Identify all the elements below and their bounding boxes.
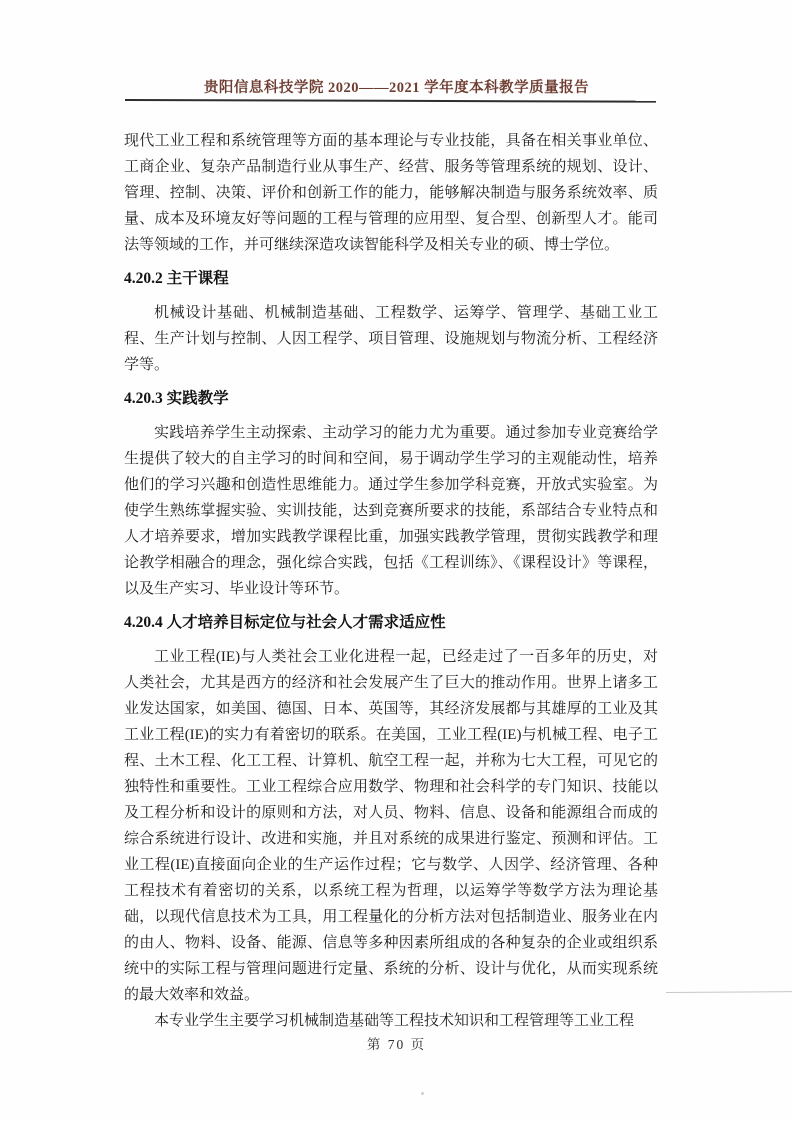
document-body [124,128,658,1034]
heading-4-20-3-practical-teaching: 4.20.3 实践教学 [124,390,229,407]
running-header-title: 贵阳信息科技学院 2020——2021 学年度本科教学质量报告 [203,80,590,96]
scan-artifact-line [666,991,792,993]
paragraph-continued-from-previous-page: 现代工业工程和系统管理等方面的基本理论与专业技能，具备在相关事业单位、工商企业、复杂产品制造行业从事生产、经营、服务等管理系统的规划、设计、管理、控制、决策、评价和创新工作的能力，能够解决制造与服务系统效率、质量、成本及环境友好等问题的工程与管理的应用型、复合型、创新型人才。能司法等领域的工作，并可继续深造攻读智能科学及相关专业的硕、博士学位。 [124,133,658,253]
paragraph-continues-to-next-page: 本专业学生主要学习机械制造基础等工程技术知识和工程管理等工业工程 [154,1013,635,1029]
heading-4-20-4-talent-positioning: 4.20.4 人才培养目标定位与社会人才需求适应性 [124,614,446,631]
header-divider-rule [125,99,656,103]
paragraph-main-courses: 机械设计基础、机械制造基础、工程数学、运筹学、管理学、基础工业工程、生产计划与控制、人因工程学、项目管理、设施规划与物流分析、工程经济学等。 [124,305,658,373]
paragraph-industrial-engineering-history: 工业工程(IE)与人类社会工业化进程一起，已经走过了一百多年的历史，对人类社会，尤其是西方的经济和社会发展产生了巨大的推动作用。世界上诸多工业发达国家，如美国、德国、日本、英国等，其经济发展都与其雄厚的工业及其工业工程(IE)的实力有着密切的联系。在美国，工业工程(IE)与机械工程、电子工程、土木工程、化工工程、计算机、航空工程一起，并称为七大工程，可见它的独特性和重要性。工业工程综合应用数学、物理和社会科学的专门知识、技能以及工程分析和设计的原则和方法，对人员、物料、信息、设备和能源组合而成的综合系统进行设计、改进和实施，并且对系统的成果进行鉴定、预测和评估。工业工程(IE)直接面向企业的生产运作过程；它与数学、人因学、经济管理、各种工程技术有着密切的关系，以系统工程为哲理，以运筹学等数学方法为理论基础，以现代信息技术为工具，用工程量化的分析方法对包括制造业、服务业在内的由人、物料、设备、能源、信息等多种因素所组成的各种复杂的企业或组织系统中的实际工程与管理问题进行定量、系统的分析、设计与优化，从而实现系统的最大效率和效益。 [124,649,658,1003]
heading-4-20-2-main-courses: 4.20.2 主干课程 [124,270,229,287]
scan-artifact-speck [421,1092,424,1095]
page-number: 第 70 页 [366,1037,427,1052]
paragraph-practical-teaching: 实践培养学生主动探索、主动学习的能力尤为重要。通过参加专业竞赛给学生提供了较大的自主学习的时间和空间，易于调动学生学习的主观能动性，培养他们的学习兴趣和创造性思维能力。通过学生参加学科竞赛，开放式实验室。为使学生熟练掌握实验、实训技能，达到竞赛所要求的技能，系部结合专业特点和人才培养要求，增加实践教学课程比重，加强实践教学管理，贯彻实践教学和理论教学相融合的理念，强化综合实践，包括《工程训练》、《课程设计》等课程，以及生产实习、毕业设计等环节。 [124,425,658,597]
